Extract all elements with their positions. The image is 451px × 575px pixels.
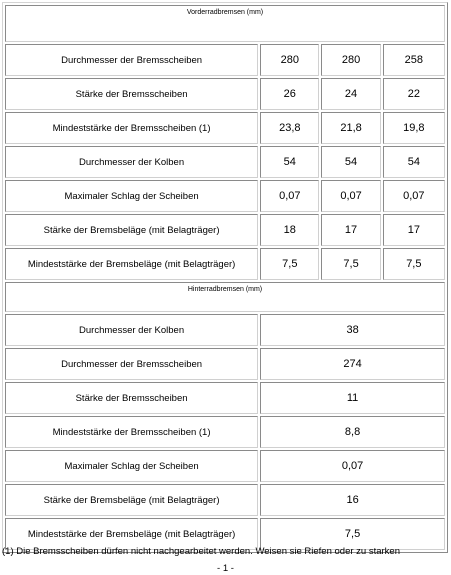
cell-value: 54	[321, 146, 380, 178]
cell-value: 7,5	[260, 248, 319, 280]
page-number: - 1 -	[217, 563, 234, 574]
row-label: Mindeststärke der Bremsscheiben (1)	[5, 112, 258, 144]
row-label: Mindeststärke der Bremsscheiben (1)	[5, 416, 258, 448]
cell-value: 0,07	[383, 180, 445, 212]
cell-value: 7,5	[260, 518, 445, 550]
table-row	[5, 78, 445, 110]
row-label: Durchmesser der Bremsscheiben	[5, 348, 258, 380]
cell-value: 54	[260, 146, 319, 178]
table-row	[5, 382, 445, 414]
cell-value: 7,5	[383, 248, 445, 280]
cell-value: 19,8	[383, 112, 445, 144]
table-row	[5, 450, 445, 482]
cell-value: 280	[321, 44, 380, 76]
cell-value: 11	[260, 382, 445, 414]
cell-value: 24	[321, 78, 380, 110]
cell-value: 258	[383, 44, 445, 76]
cell-value: 26	[260, 78, 319, 110]
cell-value: 38	[260, 314, 445, 346]
row-label: Stärke der Bremsscheiben	[5, 78, 258, 110]
row-label: Mindeststärke der Bremsbeläge (mit Belagträger)	[5, 518, 258, 550]
cell-value: 18	[260, 214, 319, 246]
table-row	[5, 214, 445, 246]
table-row	[5, 248, 445, 280]
row-label: Maximaler Schlag der Scheiben	[5, 180, 258, 212]
row-label: Maximaler Schlag der Scheiben	[5, 450, 258, 482]
rear-brakes-title: Hinterradbremsen (mm)	[5, 282, 445, 312]
cell-value: 23,8	[260, 112, 319, 144]
table-row	[5, 484, 445, 516]
cell-value: 8,8	[260, 416, 445, 448]
row-label: Durchmesser der Kolben	[5, 314, 258, 346]
cell-value: 0,07	[321, 180, 380, 212]
cell-value: 0,07	[260, 450, 445, 482]
cell-value: 54	[383, 146, 445, 178]
front-brakes-title: Vorderradbremsen (mm)	[5, 5, 445, 42]
cell-value: 16	[260, 484, 445, 516]
cell-value: 22	[383, 78, 445, 110]
table-row	[5, 180, 445, 212]
table-row	[5, 416, 445, 448]
row-label: Durchmesser der Bremsscheiben	[5, 44, 258, 76]
table-row	[5, 44, 445, 76]
footnote: (1) Die Bremsscheiben dürfen nicht nachgearbeitet werden. Weisen sie Riefen oder zu starken	[2, 546, 400, 557]
row-label: Stärke der Bremsscheiben	[5, 382, 258, 414]
row-label: Stärke der Bremsbeläge (mit Belagträger)	[5, 214, 258, 246]
cell-value: 0,07	[260, 180, 319, 212]
table-row	[5, 146, 445, 178]
brake-spec-table	[2, 2, 448, 553]
table-row	[5, 314, 445, 346]
row-label: Durchmesser der Kolben	[5, 146, 258, 178]
table-row	[5, 112, 445, 144]
row-label: Mindeststärke der Bremsbeläge (mit Belagträger)	[5, 248, 258, 280]
cell-value: 280	[260, 44, 319, 76]
cell-value: 274	[260, 348, 445, 380]
cell-value: 7,5	[321, 248, 380, 280]
cell-value: 17	[321, 214, 380, 246]
table-row	[5, 348, 445, 380]
row-label: Stärke der Bremsbeläge (mit Belagträger)	[5, 484, 258, 516]
cell-value: 21,8	[321, 112, 380, 144]
cell-value: 17	[383, 214, 445, 246]
